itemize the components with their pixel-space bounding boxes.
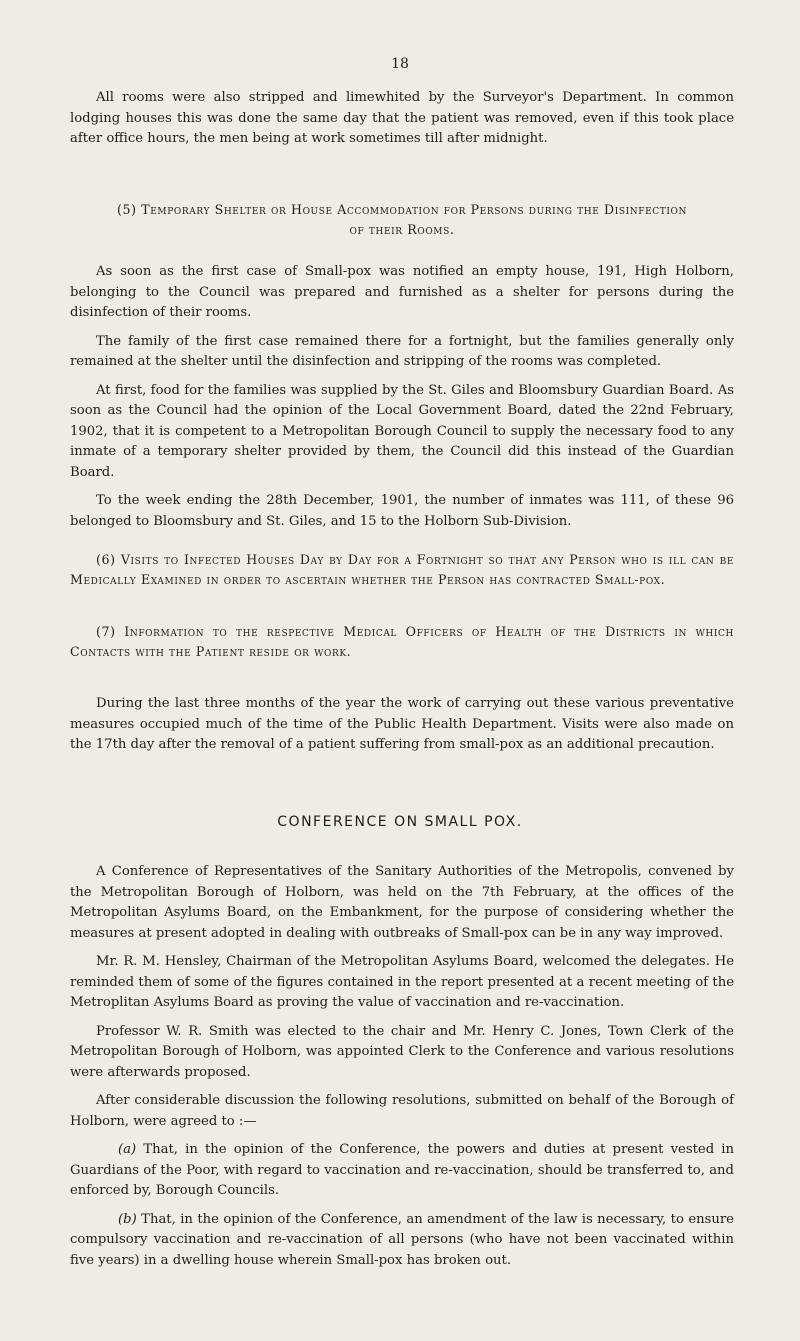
resolution-a-label: (a)	[118, 1142, 137, 1157]
conference-paragraph: After considerable discussion the following resolutions, submitted on behalf of the Borough of Holborn, were agreed to :—	[70, 1093, 734, 1129]
conference-paragraph: Mr. R. M. Hensley, Chairman of the Metropolitan Asylums Board, welcomed the delegates. He reminded them of some of the figures contained in the report presented at a recent meeting of the Metroplitan Asylums Board as proving the value of vaccination and re-vaccination.	[70, 954, 734, 1010]
section-5-body	[70, 262, 734, 540]
section-5-paragraph: To the week ending the 28th December, 1901, the number of inmates was 111, of these 96 belonged to Bloomsbury and St. Giles, and 15 to the Holborn Sub-Division.	[70, 493, 734, 529]
section-5-paragraph: At first, food for the families was supplied by the St. Giles and Bloomsbury Guardian Board. As soon as the Council had the opinion of the Local Government Board, dated the 22nd February, 1902, that it is competent to a Metropolitan Borough Council to supply the necessary food to any inmate of a temporary shelter provided by them, the Council did this instead of the Guardian Board.	[70, 382, 734, 480]
conference-title: CONFERENCE ON SMALL POX.	[277, 814, 523, 830]
resolution-b	[70, 1210, 734, 1272]
conference-body	[70, 862, 734, 1279]
section-5-heading-line2: of their Rooms.	[349, 222, 455, 237]
conference-paragraph: A Conference of Representatives of the Sanitary Authorities of the Metropolis, convened by the Metropolitan Borough of Holborn, was held on the 7th February, at the offices of the Metropolitan Asylums Board, on the Embankment, for the purpose of considering whether the measures at present adopted in dealing with outbreaks of Small-pox can be in any way improved.	[70, 864, 734, 941]
section-5-paragraph: As soon as the first case of Small-pox was notified an empty house, 191, High Holborn, belonging to the Council was prepared and furnished as a shelter for persons during the disinfection of their rooms.	[70, 264, 734, 320]
resolution-a	[70, 1140, 734, 1202]
section-5-heading-line1: (5) Temporary Shelter or House Accommodation for Persons during the Disinfection	[117, 202, 687, 217]
resolution-a-text: That, in the opinion of the Conference, the powers and duties at present vested in Guardians of the Poor, with regard to vaccination and re-vaccination, should be transferred to, and enforced by, Borough Councils.	[70, 1142, 734, 1198]
section-6	[70, 550, 734, 590]
section-7-heading: (7) Information to the respective Medical Officers of Health of the Districts in which Contacts with the Patient reside or work.	[70, 624, 734, 659]
page-number: 18	[391, 56, 409, 72]
section-7	[70, 622, 734, 662]
intro-block	[70, 88, 734, 158]
resolution-b-text: That, in the opinion of the Conference, an amendment of the law is necessary, to ensure compulsory vaccination and re-vaccination of all persons (who have not been vaccinated within five years) in a dwelling house wherein Small-pox has broken out.	[70, 1211, 734, 1268]
intro-paragraph: All rooms were also stripped and limewhited by the Surveyor's Department. In common lodging houses this was done the same day that the patient was removed, even if this took place after office hours, the men being at work sometimes till after midnight.	[70, 90, 734, 146]
conference-paragraph: Professor W. R. Smith was elected to the chair and Mr. Henry C. Jones, Town Clerk of the Metropolitan Borough of Holborn, was appointed Clerk to the Conference and various resolutions were afterwards proposed.	[70, 1023, 734, 1080]
resolution-b-label: (b)	[118, 1211, 137, 1227]
section-7-body	[70, 694, 734, 764]
section-5	[70, 200, 734, 240]
section-7-paragraph: During the last three months of the year the work of carrying out these various preventative measures occupied much of the time of the Public Health Department. Visits were also made on the 17th day after the removal of a patient suffering from small-pox as an additional precaution.	[70, 696, 734, 752]
section-5-paragraph: The family of the first case remained there for a fortnight, but the families generally only remained at the shelter until the disinfection and stripping of the rooms was completed.	[70, 333, 734, 369]
section-6-heading: (6) Visits to Infected Houses Day by Day for a Fortnight so that any Person who is ill can be Medically Examined in order to ascertain whether the Person has contracted Small-pox.	[70, 552, 734, 587]
